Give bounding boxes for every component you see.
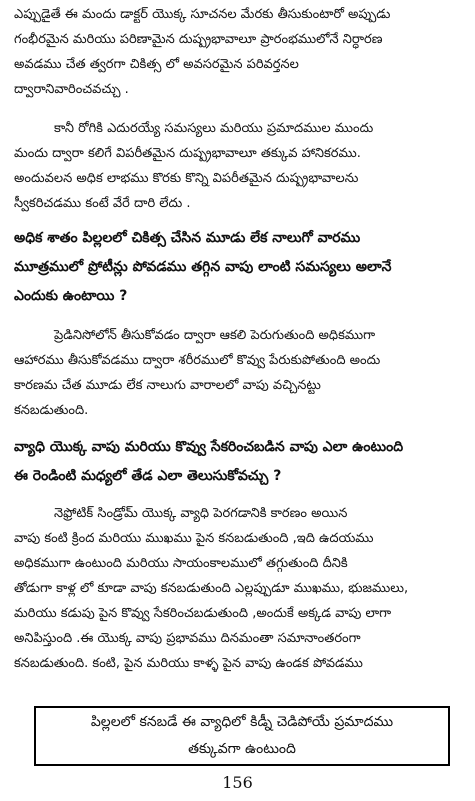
text-line: నెఫ్రోటిక్ సిండ్రోమ్ యొక్క వ్యాధి పెరగడానికి కారణం అయిన [54,506,348,521]
text-line: అనిపిస్తుంది .ఈ యొక్క వాపు ప్రభావము దినమంతా సమానాంతరంగా [14,631,361,646]
question-heading-1 [14,224,461,311]
text-line: ఆహారము తీసుకోవడము ద్వారా శరీరములో కొవ్వు పేరుకుపోతుంది అందు [14,353,381,368]
text-line: గంభీరమైన మరియు పరిణామైన దుష్ప్రభావాలూ ప్రారంభములోనే నిర్ధారణ [14,32,383,47]
text-line: తోడుగా కాళ్ల లో కూడా వాపు కనబడుతుంది ఎల్లప్పుడూ ముఖము, భుజములు, [14,581,409,596]
text-line: అధికముగా ఉంటుంది మరియు సాయంకాలములో తగ్గుతుంది దీనికి [14,556,348,571]
text-line: కనబడుతుంది. [14,403,89,418]
text-line: కారణమ చేత మూడు లేక నాలుగు వారాలలో వాపు వచ్చినట్టు [14,378,321,393]
page-number: 156 [222,773,253,792]
text-line: మందు ద్వారా కలిగే విపరీతమైన దుష్ప్రభావాలూ తక్కువ హానికరము. [14,146,361,161]
highlight-line: పిల్లలలో కనబడే ఈ వ్యాధిలో కిడ్నీ చెడిపోయే ప్రమాదము [90,714,394,730]
question-line: వ్యాధి యొక్క వాపు మరియు కొవ్వు సేకరించబడిన వాపు ఎలా ఉంటుంది [14,439,404,455]
question-heading-2 [14,433,461,491]
text-line: మరియు కడుపు పైన కొవ్వు సేకరించబడుతుంది ,అందుకే అక్కడ వాపు లాగా [14,606,392,621]
text-line: కానీ రోగికి ఎదురయ్యే సమస్యలు మరియు ప్రమాదముల ముందు [54,121,374,136]
question-line: ఈ రెండింటి మధ్యలో తేడ ఎలా తెలుసుకోవచ్చు ? [14,468,282,484]
paragraph-nephrotic-swelling [14,501,461,676]
text-line: ఎప్పుడైతే ఈ మందు డాక్టర్ యొక్క సూచనల మేరకు తీసుకుంటారో అప్పుడు [14,7,391,22]
paragraph-side-effects [14,116,461,216]
highlight-line: తక్కువగా ఉంటుంది [188,741,296,757]
text-line: అందువలన అధిక లాభము కొరకు కొన్ని విపరీతమైన దుష్ప్రభావాలను [14,171,359,186]
text-line: కనబడుతుంది. కంటి, పైన మరియు కాళ్ళ పైన వాపు ఉండక పోవడము [14,656,363,671]
text-line: స్వీకరిచడము కంటే వేరే దారి లేదు . [14,196,191,211]
paragraph-prednisolone [14,323,461,423]
paragraph-doctor-advice [14,2,461,102]
text-line: ద్వారానివారించవచ్చు . [14,82,129,97]
text-line: అవడము చేత త్వరగా చికిత్స లో అవసరమైన పరివర్తనల [14,57,299,72]
question-line: మూత్రములో ప్రోటీన్లు పోవడము తగ్గిన వాపు లాంటి సమస్యలు అలానే [14,259,392,275]
question-line: అధిక శాతం పిల్లలలో చికిత్స చేసిన మూడు లేక నాలుగో వారము [14,230,361,246]
text-line: వాపు కంటి క్రింద మరియు ముఖము పైన కనబడుతుంది ,ఇది ఉదయము [14,531,374,546]
highlight-box [34,706,450,766]
text-line: ప్రెడినిసోలోన్ తీసుకోవడం ద్వారా ఆకలి పెరుగుతుంది అధికముగా [54,328,376,343]
question-line: ఎందుకు ఉంటాయి ? [14,288,128,304]
